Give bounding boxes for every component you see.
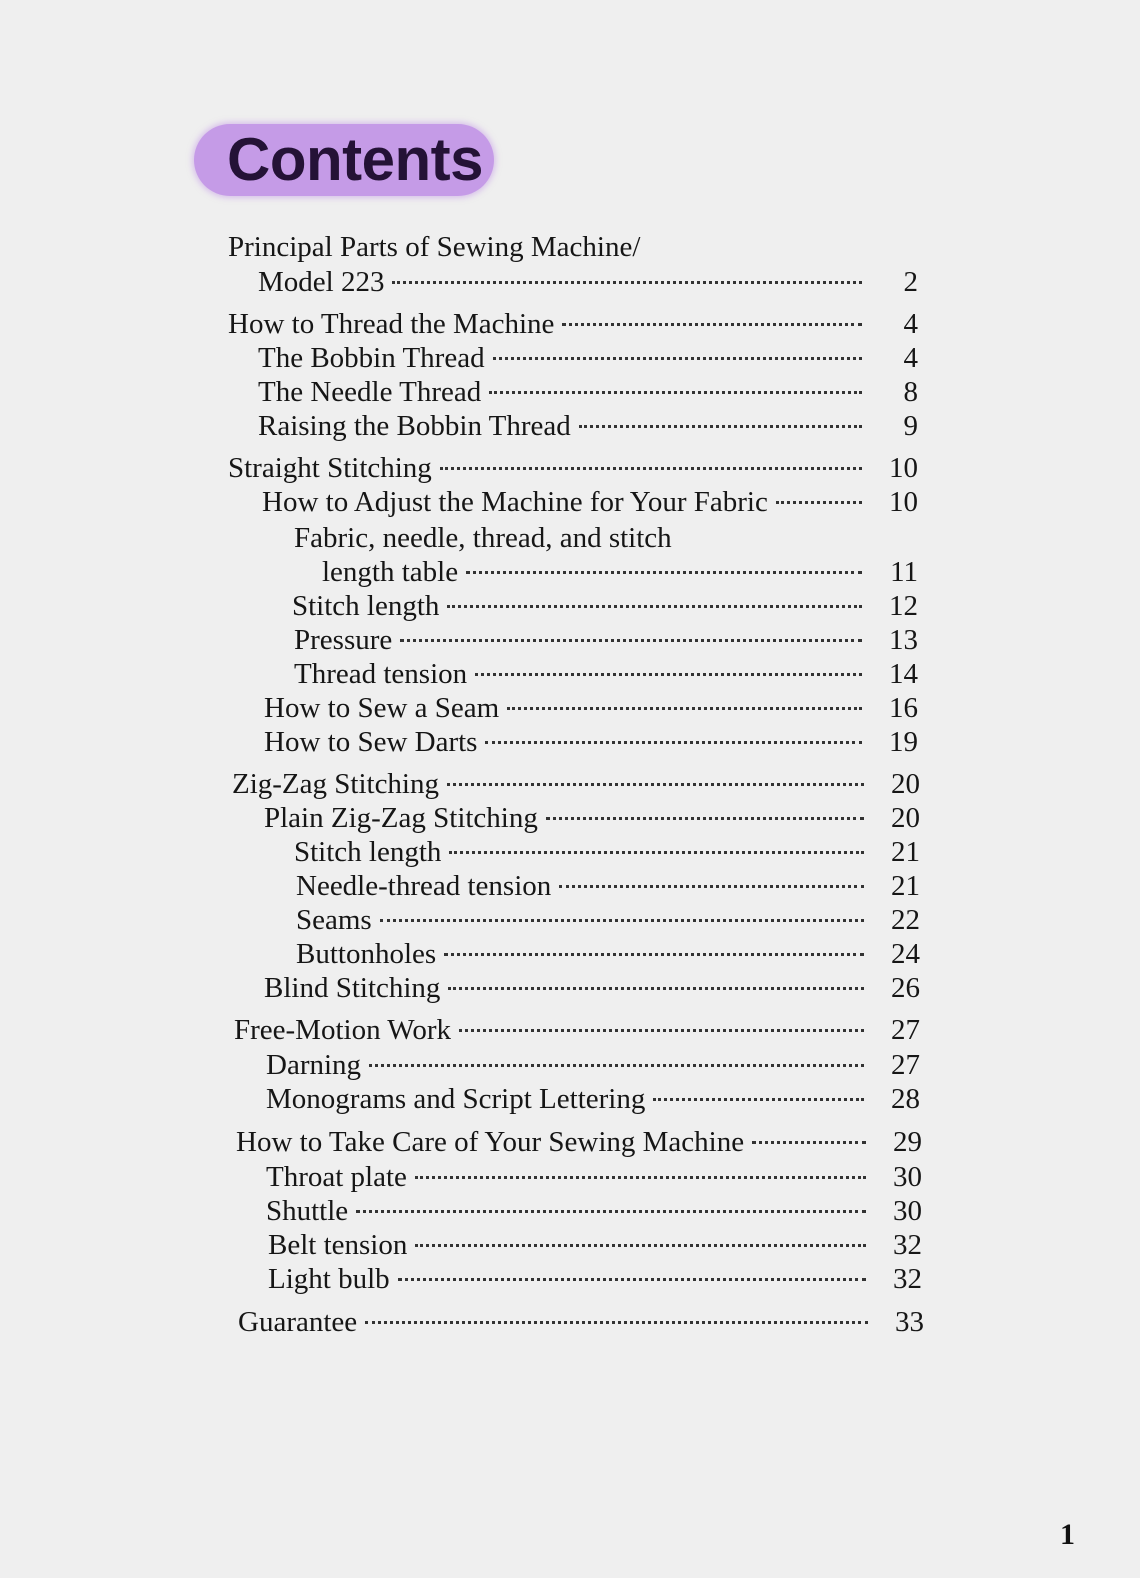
dot-leader bbox=[459, 1029, 864, 1032]
toc-entry[interactable] bbox=[228, 307, 918, 341]
toc-entry-label: Principal Parts of Sewing Machine/ bbox=[228, 231, 641, 263]
toc-entry[interactable] bbox=[264, 725, 918, 759]
toc-entry[interactable] bbox=[232, 767, 920, 801]
dot-leader bbox=[579, 425, 862, 428]
toc-entry[interactable] bbox=[294, 835, 920, 869]
dot-leader bbox=[752, 1141, 866, 1144]
toc-entry-label: Shuttle bbox=[266, 1195, 349, 1227]
toc-entry[interactable] bbox=[236, 1125, 922, 1159]
toc-page-number: 11 bbox=[890, 556, 918, 588]
toc-entry-label: The Bobbin Thread bbox=[258, 342, 485, 374]
toc-page-number: 4 bbox=[903, 342, 918, 374]
toc-entry[interactable] bbox=[238, 1305, 924, 1339]
toc-page-number: 22 bbox=[891, 904, 920, 936]
toc-page-number: 30 bbox=[893, 1195, 922, 1227]
toc-entry[interactable] bbox=[266, 1160, 922, 1194]
toc-entry-label: Needle-thread tension bbox=[296, 870, 552, 902]
toc-page-number: 24 bbox=[891, 938, 920, 970]
dot-leader bbox=[392, 281, 862, 284]
toc-page-number: 9 bbox=[903, 410, 918, 442]
page-number: 1 bbox=[1060, 1518, 1075, 1551]
dot-leader bbox=[448, 987, 864, 990]
toc-page-number: 28 bbox=[891, 1083, 920, 1115]
toc-entry-label: Straight Stitching bbox=[228, 452, 432, 484]
toc-entry[interactable] bbox=[228, 451, 918, 485]
toc-entry-label: Stitch length bbox=[294, 836, 442, 868]
toc-page-number: 30 bbox=[893, 1161, 922, 1193]
toc-entry[interactable] bbox=[268, 1262, 922, 1296]
dot-leader bbox=[653, 1098, 864, 1101]
dot-leader bbox=[559, 885, 864, 888]
toc-entry-label: How to Sew a Seam bbox=[264, 692, 500, 724]
toc-page-number: 14 bbox=[889, 658, 918, 690]
toc-entry-label: Belt tension bbox=[268, 1229, 408, 1261]
toc-entry-label: The Needle Thread bbox=[258, 376, 482, 408]
toc-entry[interactable] bbox=[296, 869, 920, 903]
dot-leader bbox=[380, 919, 864, 922]
toc-entry-label: Free-Motion Work bbox=[234, 1014, 452, 1046]
dot-leader bbox=[415, 1244, 866, 1247]
toc-entry-label: Model 223 bbox=[258, 266, 385, 298]
toc-entry-label: Light bulb bbox=[268, 1263, 390, 1295]
toc-entry-label: Thread tension bbox=[294, 658, 468, 690]
toc-page-number: 33 bbox=[895, 1306, 924, 1338]
toc-page-number: 32 bbox=[893, 1263, 922, 1295]
toc-entry[interactable] bbox=[262, 485, 918, 519]
toc-page-number: 2 bbox=[903, 266, 918, 298]
toc-entry[interactable] bbox=[258, 265, 918, 299]
toc-entry[interactable] bbox=[268, 1228, 922, 1262]
toc-entry bbox=[294, 521, 918, 555]
toc-page-number: 10 bbox=[889, 452, 918, 484]
toc-entry-label: How to Thread the Machine bbox=[228, 308, 555, 340]
dot-leader bbox=[356, 1210, 866, 1213]
toc-entry[interactable] bbox=[266, 1194, 922, 1228]
toc-page-number: 19 bbox=[889, 726, 918, 758]
toc-page-number: 4 bbox=[903, 308, 918, 340]
toc-entry[interactable] bbox=[296, 937, 920, 971]
toc-entry[interactable] bbox=[264, 691, 918, 725]
toc-entry-label: Pressure bbox=[294, 624, 393, 656]
toc-page-number: 27 bbox=[891, 1014, 920, 1046]
toc-entry-label: How to Sew Darts bbox=[264, 726, 478, 758]
toc-page-number: 8 bbox=[903, 376, 918, 408]
toc-entry[interactable] bbox=[322, 555, 918, 589]
dot-leader bbox=[415, 1176, 866, 1179]
toc-entry[interactable] bbox=[296, 903, 920, 937]
dot-leader bbox=[493, 357, 862, 360]
toc-entry[interactable] bbox=[266, 1048, 920, 1082]
dot-leader bbox=[440, 467, 862, 470]
toc-entry[interactable] bbox=[258, 375, 918, 409]
toc-entry[interactable] bbox=[264, 801, 920, 835]
dot-leader bbox=[444, 953, 864, 956]
dot-leader bbox=[546, 817, 864, 820]
dot-leader bbox=[776, 501, 862, 504]
toc-entry[interactable] bbox=[294, 623, 918, 657]
toc-page-number: 21 bbox=[891, 870, 920, 902]
dot-leader bbox=[507, 707, 862, 710]
dot-leader bbox=[449, 851, 864, 854]
dot-leader bbox=[400, 639, 862, 642]
toc-entry-label: Fabric, needle, thread, and stitch bbox=[294, 522, 672, 554]
dot-leader bbox=[398, 1278, 866, 1281]
toc-page-number: 21 bbox=[891, 836, 920, 868]
toc-page-number: 27 bbox=[891, 1049, 920, 1081]
page-title: Contents bbox=[227, 126, 483, 193]
toc-entry-label: Seams bbox=[296, 904, 372, 936]
toc-page-number: 20 bbox=[891, 802, 920, 834]
toc-page-number: 13 bbox=[889, 624, 918, 656]
toc-page-number: 26 bbox=[891, 972, 920, 1004]
toc-entry[interactable] bbox=[258, 341, 918, 375]
toc-entry-label: Stitch length bbox=[292, 590, 440, 622]
toc-entry-label: Darning bbox=[266, 1049, 362, 1081]
toc-entry-label: Raising the Bobbin Thread bbox=[258, 410, 571, 442]
toc-page-number: 29 bbox=[893, 1126, 922, 1158]
toc-page-number: 10 bbox=[889, 486, 918, 518]
toc-entry[interactable] bbox=[294, 657, 918, 691]
toc-entry-label: Buttonholes bbox=[296, 938, 437, 970]
dot-leader bbox=[485, 741, 862, 744]
dot-leader bbox=[489, 391, 862, 394]
toc-entry-label: How to Take Care of Your Sewing Machine bbox=[236, 1126, 745, 1158]
dot-leader bbox=[447, 605, 862, 608]
toc-entry bbox=[228, 230, 918, 264]
dot-leader bbox=[475, 673, 862, 676]
toc-entry-label: Zig-Zag Stitching bbox=[232, 768, 439, 800]
toc-entry[interactable] bbox=[258, 409, 918, 443]
toc-entry-label: Throat plate bbox=[266, 1161, 407, 1193]
dot-leader bbox=[562, 323, 862, 326]
toc-page-number: 32 bbox=[893, 1229, 922, 1261]
dot-leader bbox=[447, 783, 864, 786]
toc-entry[interactable] bbox=[264, 971, 920, 1005]
toc-entry[interactable] bbox=[266, 1082, 920, 1116]
toc-entry-label: length table bbox=[322, 556, 459, 588]
dot-leader bbox=[466, 571, 862, 574]
toc-entry-label: Plain Zig-Zag Stitching bbox=[264, 802, 538, 834]
toc-entry-label: Monograms and Script Lettering bbox=[266, 1083, 646, 1115]
toc-page-number: 16 bbox=[889, 692, 918, 724]
toc-entry-label: Guarantee bbox=[238, 1306, 358, 1338]
toc-entry-label: Blind Stitching bbox=[264, 972, 441, 1004]
toc-page-number: 12 bbox=[889, 590, 918, 622]
toc-page-number: 20 bbox=[891, 768, 920, 800]
toc-entry[interactable] bbox=[234, 1013, 920, 1047]
dot-leader bbox=[369, 1064, 864, 1067]
toc-entry[interactable] bbox=[292, 589, 918, 623]
dot-leader bbox=[365, 1321, 868, 1324]
toc-entry-label: How to Adjust the Machine for Your Fabric bbox=[262, 486, 768, 518]
